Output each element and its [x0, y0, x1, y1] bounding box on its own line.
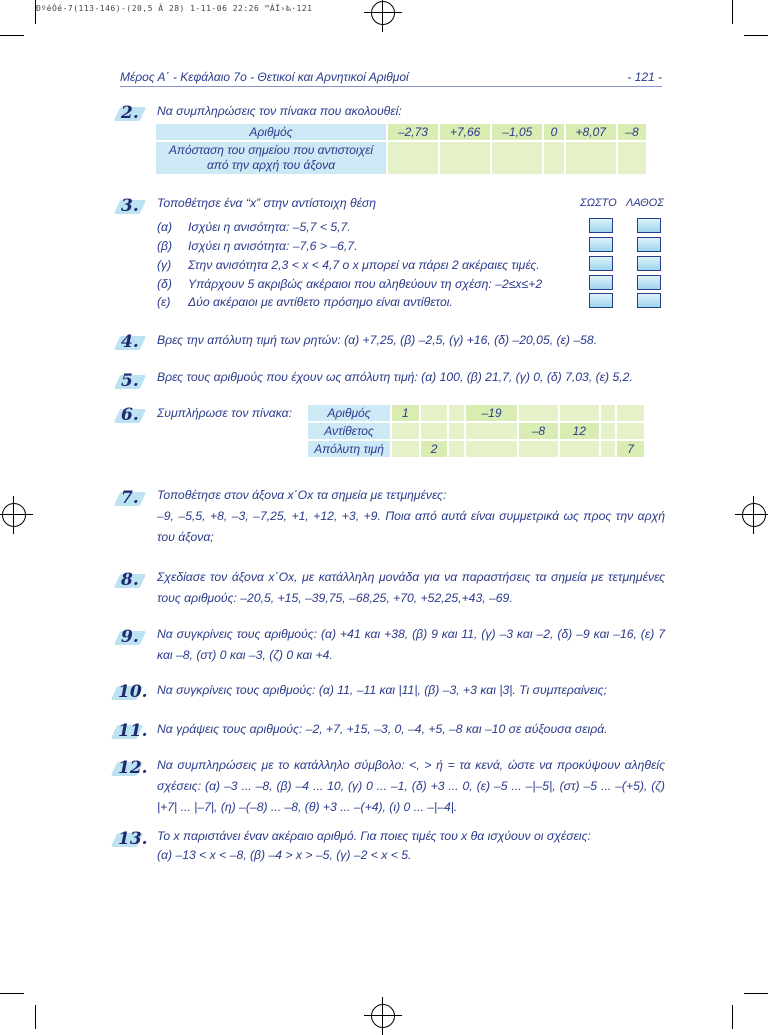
exercise-12-text: Να συμπληρώσεις με το κατάλληλο σύμβολο: <, > ή = τα κενά, ώστε να προκύψουν αληθείς σχέσεις: (α) –3 ... –8, (β) –4 ... 10, (γ) 0 ... –1, (δ) +3 ... 0, (ε) –5 ... –|–5|, (στ) –5 ... –(+5), (ζ) |+7| ... |–7|, (η) –(–8) ... –8, (θ) +3 ... –(+4), (ι) 0 ... –|–4|.: [157, 758, 665, 814]
table-cell: [449, 423, 464, 439]
exercise-6-text: Συμπλήρωσε τον πίνακα:: [157, 406, 293, 420]
item-label: (α): [157, 220, 173, 234]
answer-cell[interactable]: [388, 142, 438, 174]
crop-mark: [35, 1005, 36, 1029]
page-number: - 121 -: [627, 70, 662, 84]
true-checkbox[interactable]: [589, 237, 613, 252]
exercise-number: 11.: [118, 721, 148, 741]
table-cell: –2,73: [388, 124, 438, 140]
exercise-9-text: Να συγκρίνεις τους αριθμούς: (α) +41 και +38, (β) 9 και 11, (γ) –3 και –2, (δ) –9 και –16, (ε) 7 και –8, (στ) 0 και –3, (ζ) 0 και +4.: [157, 627, 665, 662]
table-cell: [519, 405, 558, 421]
table-cell: 1: [392, 405, 419, 421]
item-label: (ε): [157, 295, 171, 309]
crop-mark: [35, 0, 36, 24]
item-label: (γ): [157, 258, 172, 272]
crop-mark: [0, 35, 24, 36]
exercise-2-table: [154, 122, 648, 176]
exercise-2-text: Να συμπληρώσεις τον πίνακα που ακολουθεί:: [157, 104, 402, 118]
exercise-4-text: Βρες την απόλυτη τιμή των ρητών: (α) +7,25, (β) –2,5, (γ) +16, (δ) –20,05, (ε) –58.: [157, 333, 598, 347]
printer-slug: ÐºéÓé-7(113-146)-(20,5 Â 28) 1-11-06 22:26 ™ÁÏ›‰·121: [36, 4, 313, 13]
exercise-number: 13.: [118, 829, 148, 849]
registration-mark-top: [371, 1, 395, 25]
table-header-cell: [156, 142, 386, 174]
registration-mark-right: [742, 503, 766, 527]
table-cell: [449, 405, 464, 421]
exercise-number: 7.: [121, 488, 139, 508]
table-cell: [601, 423, 616, 439]
answer-cell[interactable]: [440, 142, 490, 174]
answer-cell[interactable]: [618, 142, 646, 174]
crop-mark: [744, 35, 768, 36]
false-checkbox[interactable]: [637, 218, 661, 233]
true-checkbox[interactable]: [589, 275, 613, 290]
item-label: (β): [157, 239, 173, 253]
table-cell: [601, 441, 616, 457]
table-cell: [421, 405, 448, 421]
table-cell: 7: [617, 441, 644, 457]
table-cell: +8,07: [566, 124, 616, 140]
registration-mark-bottom: [371, 1004, 395, 1028]
table-cell: [617, 423, 644, 439]
table-cell: [560, 441, 599, 457]
true-checkbox[interactable]: [589, 256, 613, 271]
exercise-number: 12.: [118, 758, 148, 778]
exercise-8-text: Σχεδίασε τον άξονα x΄Ox, με κατάλληλη μονάδα για να παραστήσεις τα σημεία με τετμημένες τους αριθμούς: –20,5, +15, –39,75, –68,25, +70, +52,25,+43, –69.: [157, 570, 665, 605]
table-header-cell: Αριθμός: [308, 405, 390, 421]
exercise-number: 5.: [121, 371, 139, 391]
table-cell: [449, 441, 464, 457]
exercise-number: 4.: [121, 332, 139, 352]
item-text: Ισχύει η ανισότητα: –7,6 > –6,7.: [188, 239, 358, 253]
table-cell: +7,66: [440, 124, 490, 140]
table-cell: [617, 405, 644, 421]
exercise-3-text: Τοποθέτησε ένα “x” στην αντίστοιχη θέση: [157, 196, 377, 210]
crop-mark: [732, 0, 733, 24]
exercise-13-line2: (α) –13 < x < –8, (β) –4 > x > –5, (γ) –2 < x < 5.: [157, 848, 412, 862]
item-text: Στην ανισότητα 2,3 < x < 4,7 ο x μπορεί να πάρει 2 ακέραιες τιμές.: [188, 258, 540, 272]
item-text: Υπάρχουν 5 ακριβώς ακέραιοι που αληθεύουν τη σχέση: –2≤x≤+2: [188, 277, 543, 291]
table-cell: [466, 441, 517, 457]
table-cell: 12: [560, 423, 599, 439]
crop-mark: [732, 1005, 733, 1029]
exercise-5-text: Βρες τους αριθμούς που έχουν ως απόλυτη τιμή: (α) 100, (β) 21,7, (γ) 0, (δ) 7,03, (ε) 5,2.: [157, 370, 633, 384]
exercise-number: 8.: [121, 570, 139, 590]
answer-cell[interactable]: [492, 142, 542, 174]
table-cell: [421, 423, 448, 439]
exercise-7-line1: Τοποθέτησε στον άξονα x΄Ox τα σημεία με τετμημένες:: [157, 488, 447, 502]
crop-mark: [744, 993, 768, 994]
header-title: Μέρος Α΄ - Κεφάλαιο 7ο - Θετικοί και Αρνητικοί Αριθμοί: [120, 70, 409, 84]
item-text: Δύο ακέραιοι με αντίθετο πρόσημο είναι αντίθετοι.: [188, 295, 453, 309]
table-cell: –19: [466, 405, 517, 421]
exercise-7-line2: –9, –5,5, +8, –3, –7,25, +1, +12, +3, +9. Ποια από αυτά είναι συμμετρικά ως προς την αρχή του άξονα;: [157, 509, 665, 544]
item-label: (δ): [157, 277, 172, 291]
table-cell: –8: [618, 124, 646, 140]
table-cell: [466, 423, 517, 439]
table-cell: –1,05: [492, 124, 542, 140]
column-false-label: ΛΑΘΟΣ: [626, 197, 664, 209]
true-checkbox[interactable]: [589, 293, 613, 308]
table-cell: [392, 441, 419, 457]
row-label-line: Απόσταση του σημείου που αντιστοιχεί: [168, 143, 374, 157]
table-cell: 2: [421, 441, 448, 457]
table-cell: 0: [544, 124, 563, 140]
false-checkbox[interactable]: [637, 293, 661, 308]
exercise-number: 3.: [121, 196, 139, 216]
answer-cell[interactable]: [544, 142, 563, 174]
exercise-number: 2.: [121, 103, 139, 123]
table-cell: –8: [519, 423, 558, 439]
exercise-10-text: Να συγκρίνεις τους αριθμούς: (α) 11, –11 και |11|, (β) –3, +3 και |3|. Τι συμπεραίνεις;: [157, 683, 607, 697]
table-header-cell: Αντίθετος: [308, 423, 390, 439]
crop-mark: [0, 993, 24, 994]
table-header-cell: Αριθμός: [156, 124, 386, 140]
false-checkbox[interactable]: [637, 237, 661, 252]
exercise-13-line1: Το x παριστάνει έναν ακέραιο αριθμό. Για ποιες τιμές του x θα ισχύουν οι σχέσεις:: [157, 829, 591, 843]
exercise-6-table: [306, 403, 646, 459]
table-cell: [519, 441, 558, 457]
item-text: Ισχύει η ανισότητα: –5,7 < 5,7.: [188, 220, 351, 234]
registration-mark-left: [2, 503, 26, 527]
row-label-line: από την αρχή του άξονα: [206, 158, 336, 172]
table-header-cell: Απόλυτη τιμή: [308, 441, 390, 457]
table-cell: [392, 423, 419, 439]
false-checkbox[interactable]: [637, 256, 661, 271]
true-checkbox[interactable]: [589, 218, 613, 233]
exercise-number: 9.: [121, 627, 139, 647]
exercise-number: 10.: [118, 682, 148, 702]
column-true-label: ΣΩΣΤΟ: [580, 197, 617, 209]
answer-cell[interactable]: [566, 142, 616, 174]
table-cell: [601, 405, 616, 421]
exercise-11-text: Να γράψεις τους αριθμούς: –2, +7, +15, –3, 0, –4, +5, –8 και –10 σε αύξουσα σειρά.: [157, 722, 608, 736]
page-header: [120, 70, 662, 87]
table-cell: [560, 405, 599, 421]
false-checkbox[interactable]: [637, 275, 661, 290]
exercise-number: 6.: [121, 405, 139, 425]
